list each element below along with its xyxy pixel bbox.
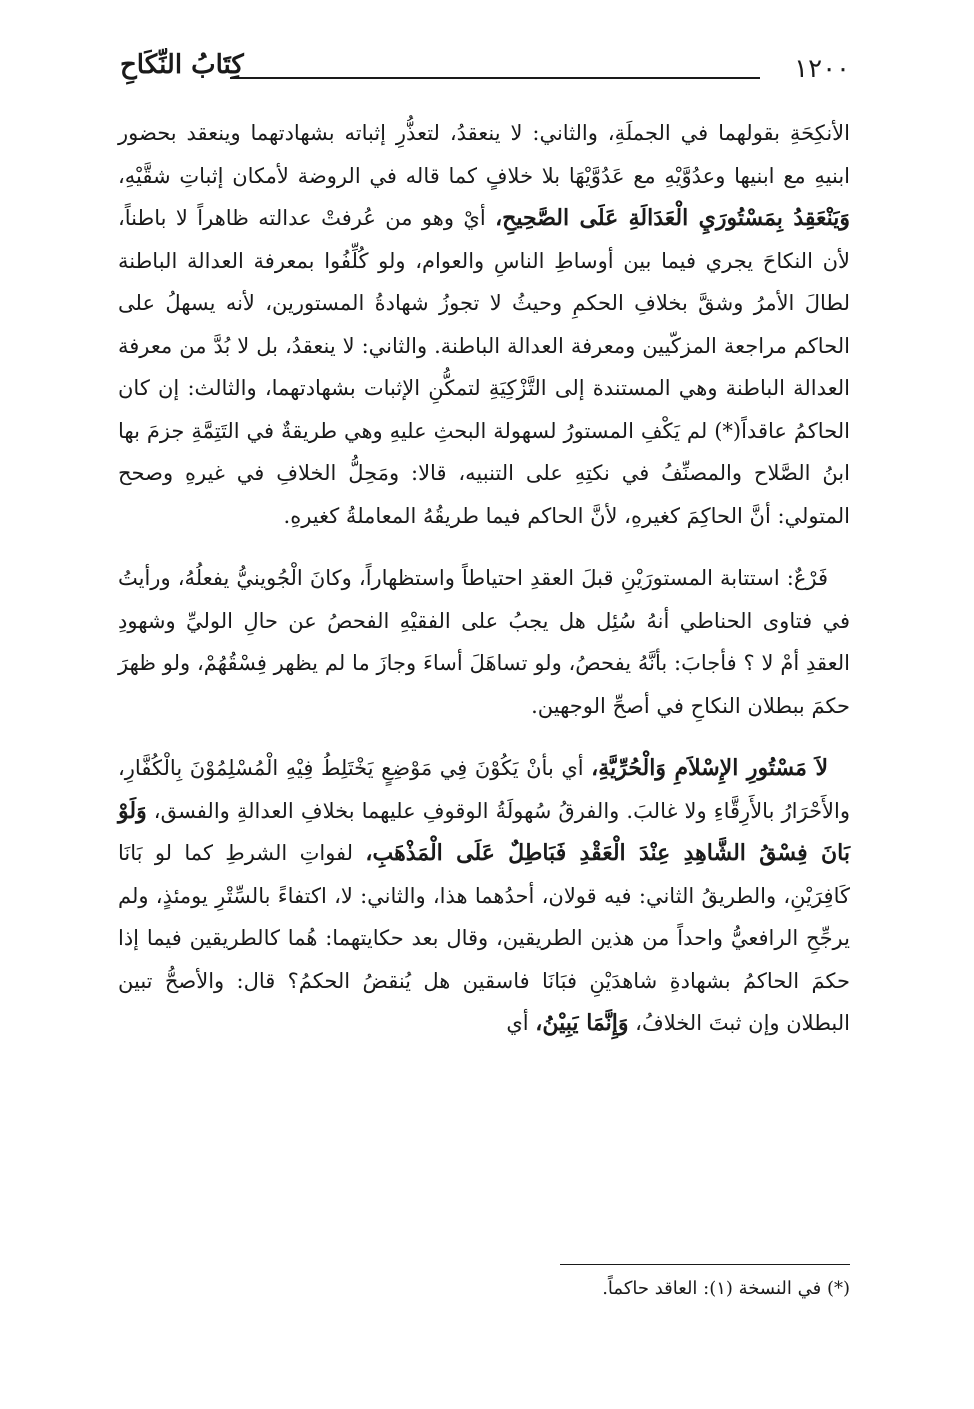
paragraph-far: فَرْعٌ: استتابة المستورَيْنِ قبلَ العقدِ احتياطاً واستظهاراً، وكانَ الْجُوينيُّ يفعلُهُ، ورأيتُ في فتاوى الحناطي أنهُ سُئِل هل يجبُ على الفقيْهِ الفحصُ عن حالِ الوليِّ وشهودِ العقدِ أمْ لا ؟ فأجابَ: بأنَّهُ يفحصُ، ولو تساهَلَ أساءَ وجازَ ما لم يظهر فِسْقُهُمْ، ولو ظهرَ حكمَ ببطلان النكاحِ في أصحِّ الوجهين.: [118, 566, 851, 718]
footnote: (*) في النسخة (١): العاقد حاكماً.: [602, 1278, 850, 1299]
footnote-rule: [560, 1264, 850, 1265]
commentary-text: لفواتِ الشرطِ كما لو بَانَا كَافِرَيْنِ، والطريقُ الثاني: فيه قولان، أحدُهما هذا، والثاني: لا، اكتفاءً بالسِّتْرِ يومئذٍ، ولم يرجِّحِ الرافعيُّ واحداً من هذين الطريقين، وقال بعد حكايتهما: هُما كالطريقين فيما إذا حكمَ الحاكمُ بشهادةِ شاهدَيْنِ فبَانَا فاسقين هل يُنقضُ الحكمُ؟ قال: والأصحُّ تبين البطلان وإن ثبتَ الخلافُ،: [118, 841, 850, 1035]
paragraph-commentary-1: [118, 112, 850, 537]
commentary-text: الأنكِحَةِ بقولهما في الجملَةِ، والثاني: لا ينعقدُ، لتعذُّرِ إثباته بشهادتهما وينعقد بحضور ابنيهِ مع ابنيها وعدُوَّيْهِ مع عَدُوَّيْهَا بلا خلافٍ كما قاله في الروضة لأمكان إثباتِ شقَّيْهِ،: [118, 121, 850, 188]
header-rule: [230, 77, 760, 79]
page-number: ١٢٠٠: [794, 54, 850, 84]
commentary-text: أيْ وهو من عُرفتْ عدالته ظاهراً لا باطناً، لأن النكاحَ يجري فيما بين أوساطِ الناسِ والعوام، ولو كُلِّفُوا بمعرفة العدالة الباطنة لطالَ الأمرُ وشقَّ بخلافِ الحكمِ وحيثُ لا تجوزُ شهادةُ المستورين، لأنه يسهلُ على الحاكم مراجعة المزكّيين ومعرفة العدالة الباطنة. والثاني: لا ينعقدُ، بل لا بُدَّ من معرفة العدالة الباطنة وهي المستندة إلى التَّزْكِيَةِ لتمكُّنِ الإثبات بشهادتهما، والثالث: إن كان الحاكمُ عاقداً(*) لم يَكْفِ المستورُ لسهولة البحثِ عليهِ وهي طريقةٌ في التَتِمَّةِ جزمَ بها ابنُ الصَّلاح والمصنِّفُ في نكتِهِ على التنبيه، قالا: ومَحِلُّ الخلافِ في غيرهِ وصحح المتولي: أنَّ الحاكِمَ كغيرهِ، لأنَّ الحاكم فيما طريقُهُ المعاملةُ كغيرهِ.: [118, 206, 850, 528]
matn-text: لاَ مَسْتُورِ الإِسْلاَمِ وَالْحُرِّيَّةِ،: [591, 755, 829, 781]
matn-text: وَلَوْ بَانَ فِسْقُ الشَّاهِدِ عِنْدَ الْعَقْدِ فَبَاطِلٌ عَلَى الْمَذْهَبِ،: [118, 797, 850, 866]
matn-text: وَإِنَّمَا يَبِيْنُ،: [535, 1010, 629, 1036]
main-text: [118, 112, 850, 1045]
matn-text: وَيَنْعَقِدُ بِمَسْتُورَيِ الْعَدَالَةِ عَلَى الصَّحِيحِ،: [495, 205, 850, 231]
book-title: كِتَابُ النِّكَاحِ: [120, 50, 244, 80]
paragraph-commentary-2: [118, 747, 850, 1045]
running-header: [120, 44, 850, 84]
commentary-text: أي: [506, 1011, 536, 1035]
commentary-text: أي بأنْ يَكُوْنَ فِي مَوْضِعٍ يَخْتَلِطُ فِيْهِ الْمُسْلِمُوْنَ بِالْكُفَّارِ، والأَحْرَارُ بالأَرِقَّاءِ ولا غالبَ. والفرقُ سُهولَةُ الوقوفِ عليهما بخلافِ العدالةِ والفسق،: [118, 756, 850, 823]
